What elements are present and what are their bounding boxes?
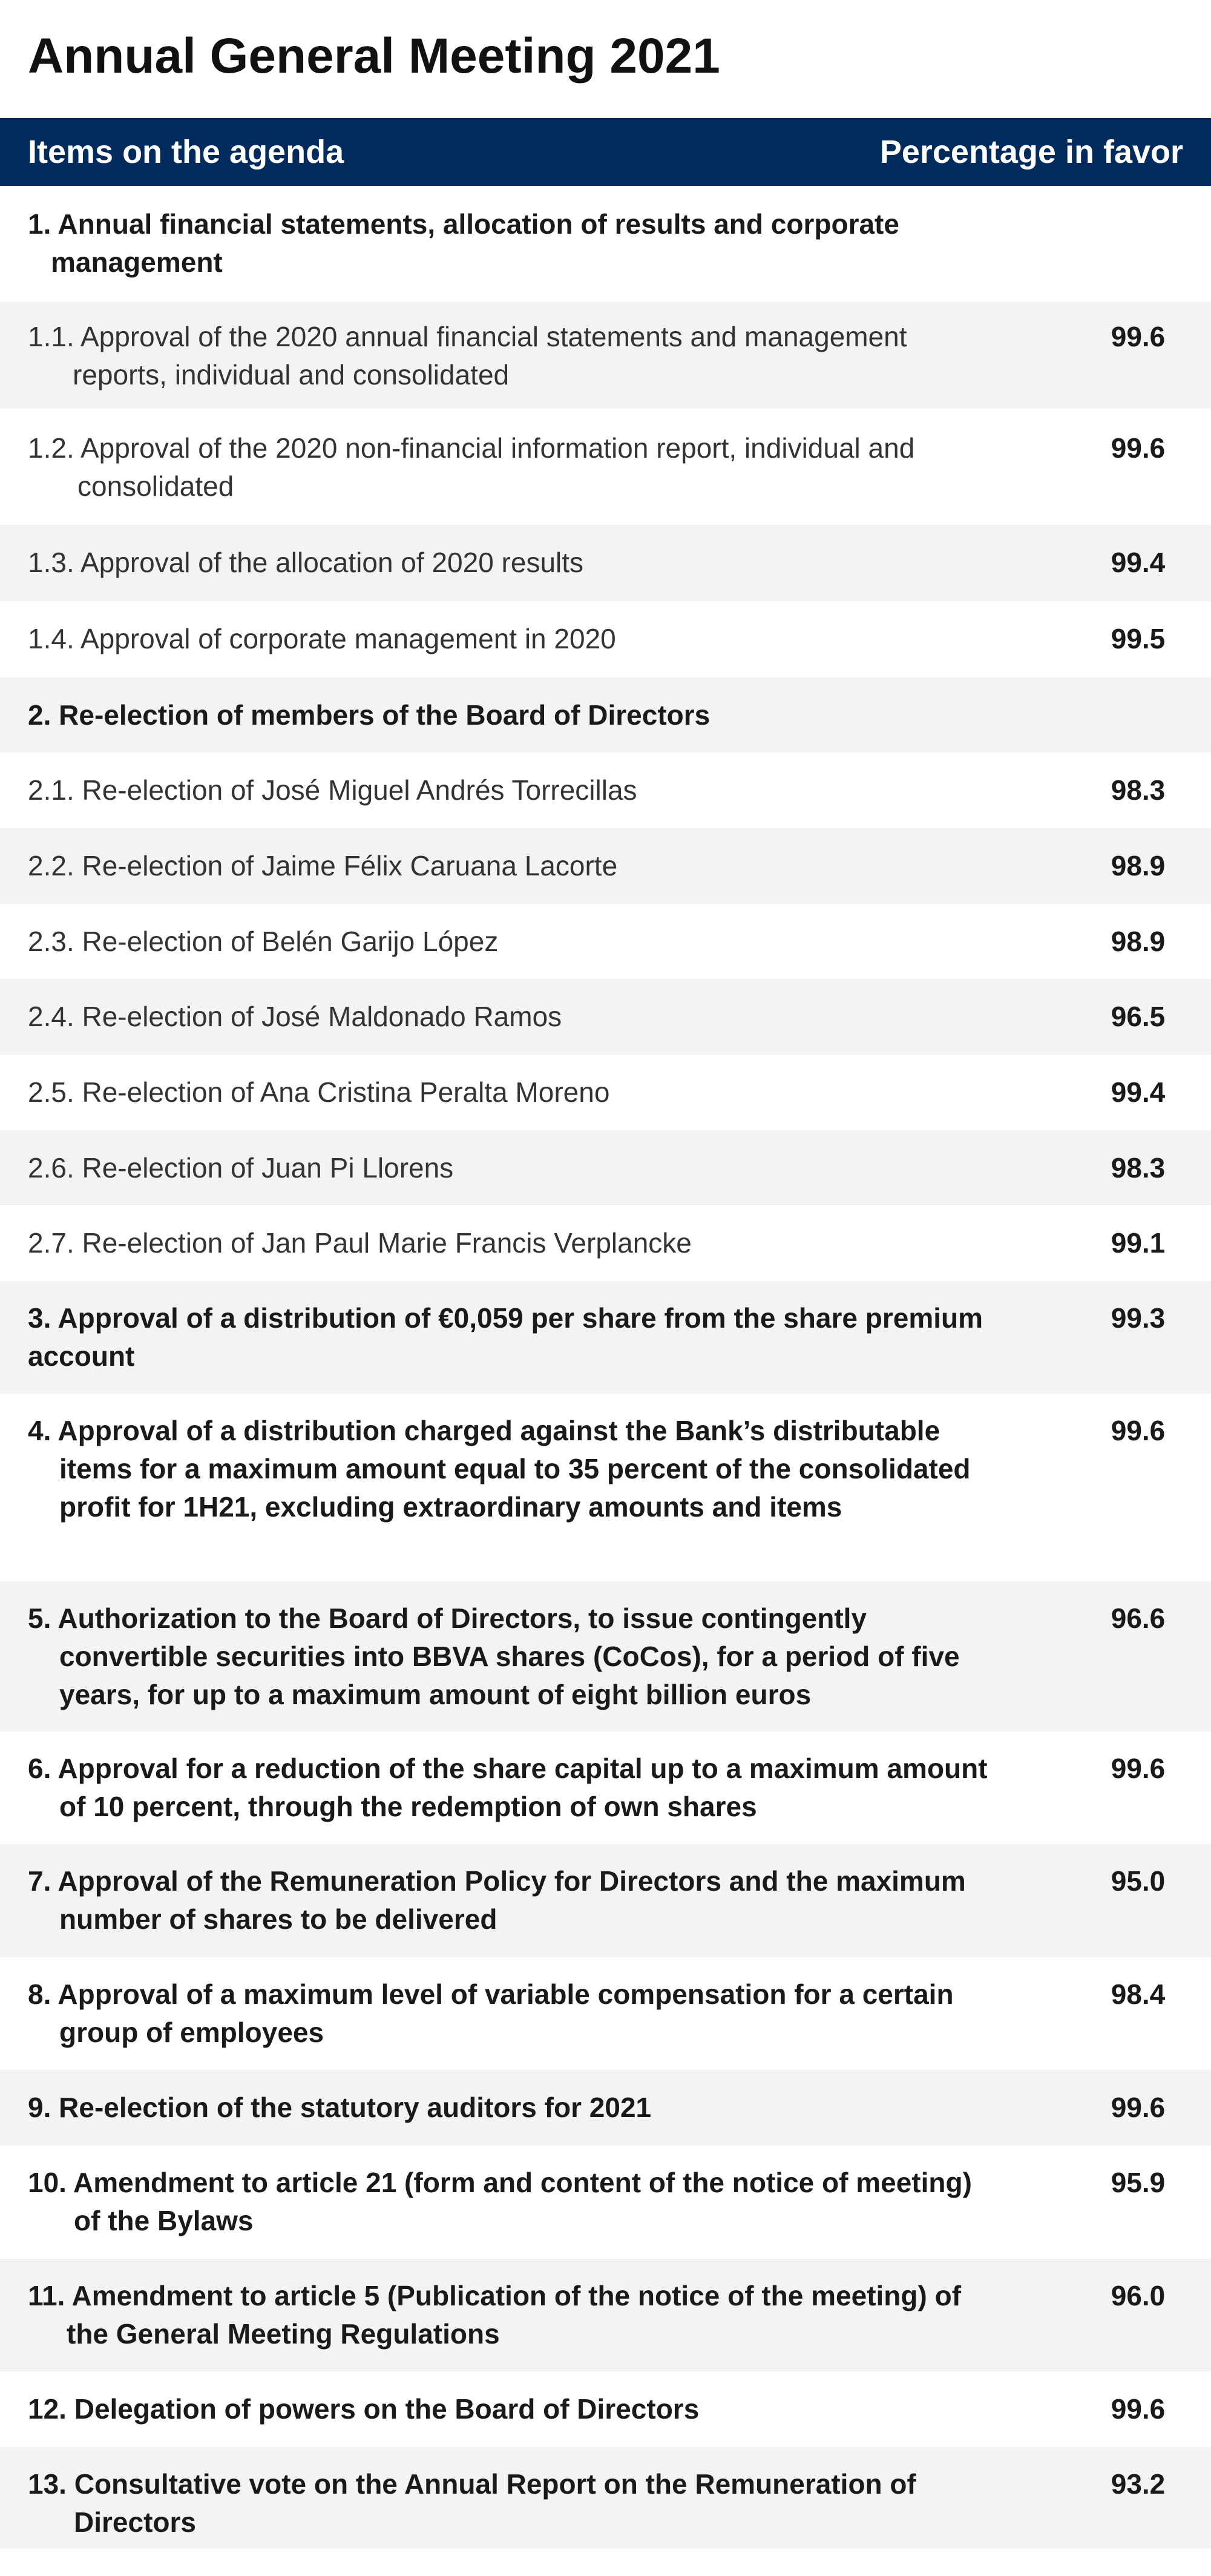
table-row: [0, 1394, 1211, 1581]
percentage-value: 99.6: [1111, 432, 1166, 464]
agenda-item-label: 1.3. Approval of the allocation of 2020 results: [28, 547, 584, 578]
agenda-item-label: 2.6. Re-election of Juan Pi Llorens: [28, 1152, 454, 1184]
percentage-value: 98.3: [1111, 1152, 1166, 1184]
table-row: [0, 1844, 1211, 1957]
percentage-value: 98.9: [1111, 926, 1166, 957]
percentage-value: 99.3: [1111, 1302, 1166, 1334]
percentage-value: 99.4: [1111, 547, 1166, 578]
table-row: [0, 1281, 1211, 1394]
percentage-value: 98.4: [1111, 1978, 1166, 2010]
table-row: [0, 409, 1211, 525]
agenda-item-label: 4. Approval of a distribution charged against the Bank’s distributable items for a maximum amount equal to 35 percent of the consolidated profit for 1H21, excluding extraordinary amounts and items: [28, 1415, 971, 1523]
table-row: [0, 2447, 1211, 2549]
table-row: [0, 525, 1211, 601]
page-title: Annual General Meeting 2021: [28, 28, 720, 84]
table-row: [0, 302, 1211, 409]
table-row: [0, 828, 1211, 904]
percentage-value: 96.6: [1111, 1603, 1166, 1634]
agenda-item-label: 5. Authorization to the Board of Directors, to issue contingently convertible securities into BBVA shares (CoCos), for a period of five years, for up to a maximum amount of eight billion euros: [28, 1603, 960, 1710]
agenda-item-label: 1.4. Approval of corporate management in 2020: [28, 623, 616, 654]
percentage-value: 95.9: [1111, 2167, 1166, 2198]
percentage-value: 96.0: [1111, 2280, 1166, 2311]
agenda-item-label: 13. Consultative vote on the Annual Report on the Remuneration of Directors: [28, 2468, 916, 2538]
percentage-value: 99.4: [1111, 1076, 1166, 1108]
percentage-value: 99.5: [1111, 623, 1166, 654]
agenda-item-label: 2.5. Re-election of Ana Cristina Peralta Moreno: [28, 1076, 610, 1108]
agenda-item-label: 2.4. Re-election of José Maldonado Ramos: [28, 1001, 562, 1032]
agenda-item-label: 2.2. Re-election of Jaime Félix Caruana Lacorte: [28, 850, 618, 881]
table-row: [0, 753, 1211, 828]
agenda-item-label: 8. Approval of a maximum level of variable compensation for a certain group of employees: [28, 1978, 954, 2048]
percentage-value: 99.1: [1111, 1227, 1166, 1259]
percentage-value: [1017, 696, 1211, 753]
percentage-value: 99.6: [1111, 321, 1166, 352]
agenda-item-label: 12. Delegation of powers on the Board of Directors: [28, 2393, 700, 2425]
percentage-value: 93.2: [1111, 2468, 1166, 2500]
agenda-table: [0, 186, 1211, 2549]
table-row: [0, 979, 1211, 1055]
agenda-item-label: 2.3. Re-election of Belén Garijo López: [28, 926, 499, 957]
table-row: [0, 1581, 1211, 1731]
agenda-item-label: 1.2. Approval of the 2020 non-financial information report, individual and consolidated: [28, 432, 915, 502]
agenda-item-label: 3. Approval of a distribution of €0,059 per share from the share premium account: [28, 1302, 983, 1372]
table-row: [0, 677, 1211, 753]
table-row: [0, 1130, 1211, 1205]
table-row: [0, 601, 1211, 677]
agenda-item-label: 1.1. Approval of the 2020 annual financial statements and management reports, individual and consolidated: [28, 321, 907, 390]
table-row: [0, 1055, 1211, 1130]
percentage-value: 99.6: [1111, 1415, 1166, 1446]
percentage-value: 99.6: [1111, 1753, 1166, 1784]
table-row: [0, 2259, 1211, 2371]
table-row: [0, 904, 1211, 979]
table-header: [0, 118, 1211, 186]
table-row: [0, 2070, 1211, 2146]
percentage-value: 99.6: [1111, 2393, 1166, 2425]
table-row: [0, 2371, 1211, 2447]
table-row: [0, 1731, 1211, 1844]
percentage-value: 98.9: [1111, 850, 1166, 881]
percentage-value: 99.6: [1111, 2092, 1166, 2123]
header-percentage-in-favor: Percentage in favor: [879, 134, 1183, 170]
agenda-item-label: 11. Amendment to article 5 (Publication of the notice of the meeting) of the General Meeting Regulations: [28, 2280, 962, 2350]
agenda-item-label: 2. Re-election of members of the Board of Directors: [28, 699, 711, 731]
table-row: [0, 186, 1211, 302]
percentage-value: 95.0: [1111, 1865, 1166, 1897]
agenda-item-label: 6. Approval for a reduction of the share capital up to a maximum amount of 10 percent, through the redemption of own shares: [28, 1753, 988, 1822]
agenda-item-label: 9. Re-election of the statutory auditors for 2021: [28, 2092, 652, 2123]
agenda-item-label: 1. Annual financial statements, allocation of results and corporate management: [28, 208, 899, 278]
table-row: [0, 1957, 1211, 2070]
agenda-item-label: 2.7. Re-election of Jan Paul Marie Francis Verplancke: [28, 1227, 692, 1259]
table-row: [0, 2146, 1211, 2259]
percentage-value: 96.5: [1111, 1001, 1166, 1032]
agenda-item-label: 7. Approval of the Remuneration Policy for Directors and the maximum number of shares to be delivered: [28, 1865, 966, 1935]
agenda-item-label: 10. Amendment to article 21 (form and content of the notice of meeting) of the Bylaws: [28, 2167, 972, 2236]
percentage-value: [1017, 205, 1211, 302]
percentage-value: 98.3: [1111, 774, 1166, 806]
table-row: [0, 1205, 1211, 1281]
header-items-on-agenda: Items on the agenda: [28, 134, 344, 170]
agenda-item-label: 2.1. Re-election of José Miguel Andrés Torrecillas: [28, 774, 637, 806]
